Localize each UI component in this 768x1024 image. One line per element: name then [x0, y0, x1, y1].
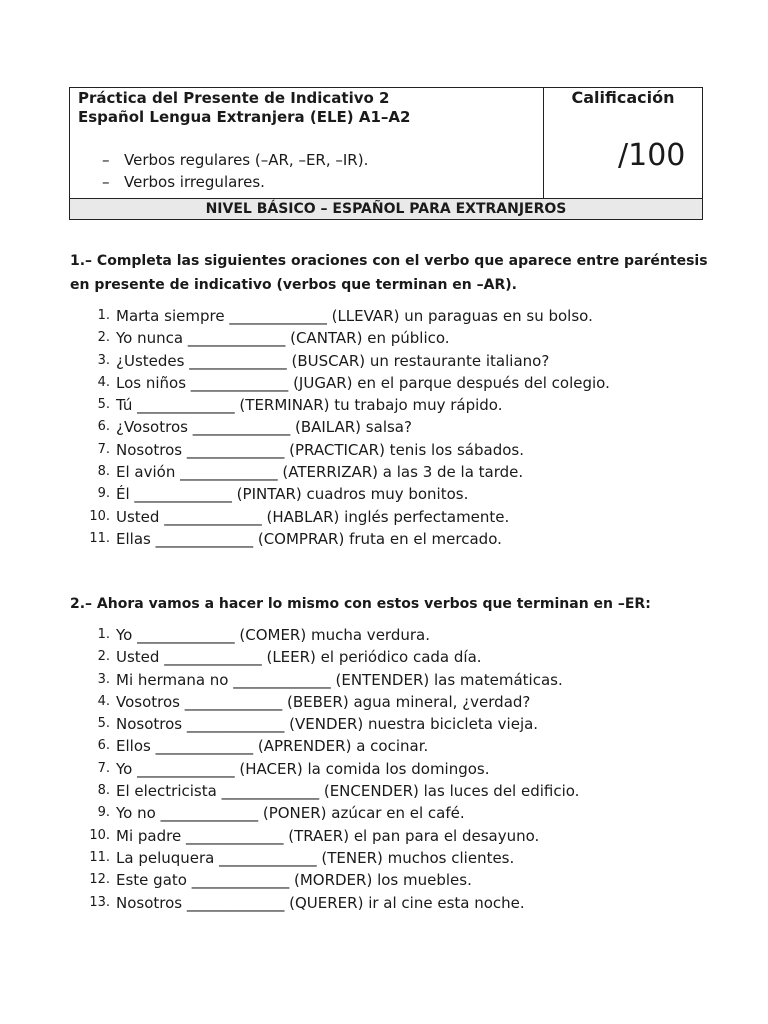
item-number: 6. [97, 419, 110, 435]
item-sentence: Vosotros _____________ (BEBER) agua mineral, ¿verdad? [116, 692, 531, 711]
item-sentence: Yo nunca _____________ (CANTAR) en público. [116, 329, 450, 348]
item-sentence: Ellos _____________ (APRENDER) a cocinar. [116, 737, 429, 756]
item-sentence: Mi hermana no _____________ (ENTENDER) las matemáticas. [116, 670, 563, 689]
header-title-cell [70, 88, 544, 198]
item-sentence: Este gato _____________ (MORDER) los muebles. [116, 871, 472, 890]
grade-label: Calificación [571, 88, 675, 107]
item-number: 2. [97, 330, 110, 346]
bullet-dash: – [102, 173, 110, 191]
worksheet-header [69, 87, 703, 220]
item-sentence: El electricista _____________ (ENCENDER) las luces del edificio. [116, 782, 580, 801]
section1-instruction [70, 249, 710, 297]
item-number: 5. [97, 716, 110, 732]
item-number: 2. [97, 649, 110, 665]
item-number: 1. [97, 308, 110, 323]
item-sentence: Los niños _____________ (JUGAR) en el parque después del colegio. [116, 373, 610, 392]
score-total: /100 [618, 138, 686, 173]
item-number: 7. [97, 760, 110, 776]
item-sentence: Usted _____________ (HABLAR) inglés perfectamente. [116, 507, 510, 526]
item-sentence: ¿Ustedes _____________ (BUSCAR) un restaurante italiano? [116, 351, 550, 370]
item-sentence: El avión _____________ (ATERRIZAR) a las 3 de la tarde. [116, 463, 524, 482]
item-sentence: Yo _____________ (COMER) mucha verdura. [116, 626, 430, 644]
item-number: 4. [97, 374, 110, 390]
item-number: 8. [97, 464, 110, 480]
topic-irregular-verbs: Verbos irregulares. [124, 173, 265, 191]
grade-cell [544, 88, 702, 198]
item-number: 5. [97, 397, 110, 413]
item-sentence: ¿Vosotros _____________ (BAILAR) salsa? [116, 418, 412, 437]
item-number: 11. [89, 530, 110, 546]
topic-regular-verbs: Verbos regulares (–AR, –ER, –IR). [124, 151, 369, 169]
item-number: 10. [89, 827, 110, 843]
item-number: 1. [97, 627, 110, 642]
item-number: 3. [97, 671, 110, 687]
item-number: 11. [89, 849, 110, 865]
item-number: 4. [97, 693, 110, 709]
item-sentence: Él _____________ (PINTAR) cuadros muy bonitos. [116, 485, 469, 504]
item-sentence: Tú _____________ (TERMINAR) tu trabajo muy rápido. [116, 396, 503, 415]
item-sentence: Yo no _____________ (PONER) azúcar en el café. [116, 804, 465, 823]
item-sentence: Usted _____________ (LEER) el periódico cada día. [116, 648, 482, 667]
item-sentence: Nosotros _____________ (VENDER) nuestra bicicleta vieja. [116, 715, 539, 734]
section1-instruction-line2: en presente de indicativo (verbos que terminan en –AR). [70, 277, 517, 293]
item-sentence: Ellas _____________ (COMPRAR) fruta en el mercado. [116, 529, 502, 548]
item-number: 13. [89, 894, 110, 910]
level-banner: NIVEL BÁSICO – ESPAÑOL PARA EXTRANJEROS [70, 198, 702, 219]
section2-instruction: 2.– Ahora vamos a hacer lo mismo con estos verbos que terminan en –ER: [70, 596, 651, 612]
section1-instruction-line1: 1.– Completa las siguientes oraciones con el verbo que aparece entre paréntesis [70, 253, 708, 269]
worksheet-subtitle: Español Lengua Extranjera (ELE) A1–A2 [78, 108, 411, 126]
item-number: 6. [97, 738, 110, 754]
item-number: 12. [89, 872, 110, 888]
item-number: 10. [89, 508, 110, 524]
item-sentence: Mi padre _____________ (TRAER) el pan para el desayuno. [116, 826, 540, 845]
item-sentence: Yo _____________ (HACER) la comida los domingos. [116, 759, 490, 778]
bullet-dash: – [102, 151, 110, 169]
item-number: 8. [97, 783, 110, 799]
item-sentence: Nosotros _____________ (PRACTICAR) tenis los sábados. [116, 440, 524, 459]
item-number: 3. [97, 352, 110, 368]
item-sentence: Nosotros _____________ (QUERER) ir al cine esta noche. [116, 893, 525, 912]
item-number: 7. [97, 441, 110, 457]
item-sentence: La peluquera _____________ (TENER) muchos clientes. [116, 848, 515, 867]
item-number: 9. [97, 805, 110, 821]
item-sentence: Marta siempre _____________ (LLEVAR) un paraguas en su bolso. [116, 307, 593, 325]
item-number: 9. [97, 486, 110, 502]
worksheet-title: Práctica del Presente de Indicativo 2 [78, 89, 390, 107]
